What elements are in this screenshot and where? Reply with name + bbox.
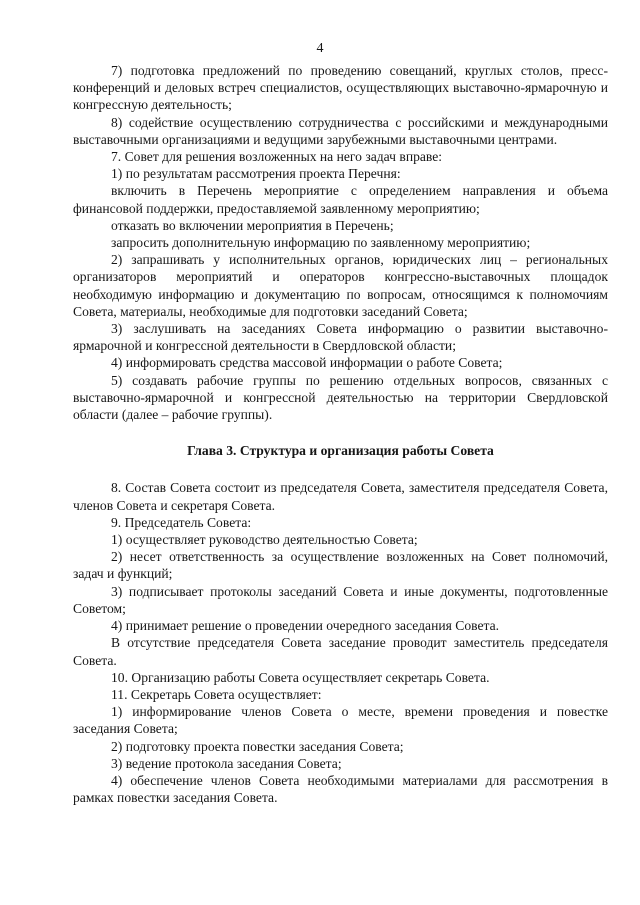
paragraph: 1) информирование членов Совета о месте, времени проведения и повестке заседания Совета; bbox=[73, 704, 608, 737]
paragraph: 3) заслушивать на заседаниях Совета информацию о развитии выставочно-ярмарочной и конгрессной деятельности в Свердловской области; bbox=[73, 321, 608, 354]
paragraph: 9. Председатель Совета: bbox=[111, 514, 252, 530]
paragraph: В отсутствие председателя Совета заседание проводит заместитель председателя Совета. bbox=[73, 635, 608, 668]
paragraph: 10. Организацию работы Совета осуществляет секретарь Совета. bbox=[111, 669, 490, 685]
paragraph: 8) содействие осуществлению сотрудничества с российскими и международными выставочными организациями и ведущими зарубежными выставочными центрами. bbox=[73, 114, 608, 147]
paragraph: 2) несет ответственность за осуществление возложенных на Совет полномочий, задач и функций; bbox=[73, 549, 608, 582]
paragraph: 3) ведение протокола заседания Совета; bbox=[111, 755, 342, 771]
paragraph: 4) принимает решение о проведении очередного заседания Совета. bbox=[111, 618, 500, 634]
chapter-heading: Глава 3. Структура и организация работы Совета bbox=[187, 443, 494, 459]
paragraph: 4) информировать средства массовой информации о работе Совета; bbox=[111, 355, 503, 371]
paragraph: 1) по результатам рассмотрения проекта Перечня: bbox=[111, 166, 401, 182]
paragraph: 8. Состав Совета состоит из председателя Совета, заместителя председателя Совета, членов Совета и секретаря Совета. bbox=[73, 480, 608, 513]
paragraph: включить в Перечень мероприятие с определением направления и объема финансовой поддержки, предоставляемой заявленному мероприятию; bbox=[73, 183, 608, 216]
paragraph: запросить дополнительную информацию по заявленному мероприятию; bbox=[111, 235, 531, 251]
paragraph: 2) подготовку проекта повестки заседания Совета; bbox=[111, 738, 404, 754]
page-number: 4 bbox=[316, 41, 324, 56]
paragraph: 7. Совет для решения возложенных на него задач вправе: bbox=[111, 149, 443, 165]
document-body bbox=[73, 62, 608, 806]
paragraph: 3) подписывает протоколы заседаний Совета и иные документы, подготовленные Советом; bbox=[73, 583, 608, 616]
paragraph: 1) осуществляет руководство деятельностью Совета; bbox=[111, 532, 418, 548]
paragraph: 5) создавать рабочие группы по решению отдельных вопросов, связанных с выставочно-ярмарочной и конгрессной деятельностью на территории Свердловской области (далее – рабочие группы). bbox=[73, 372, 608, 423]
paragraph: 4) обеспечение членов Совета необходимыми материалами для рассмотрения в рамках повестки заседания Совета. bbox=[73, 772, 608, 806]
paragraph: 2) запрашивать у исполнительных органов, юридических лиц – региональных организаторов мероприятий и операторов конгрессно-выставочных площадок необходимую информацию и документацию по вопросам, относящимся к полномочиям Совета, материалы, необходимые для подготовки заседаний Совета; bbox=[73, 252, 608, 319]
paragraph: 11. Секретарь Совета осуществляет: bbox=[111, 686, 322, 702]
paragraph: 7) подготовка предложений по проведению совещаний, круглых столов, пресс-конференций и деловых встреч специалистов, осуществляющих выставочно-ярмарочную и конгрессную деятельность; bbox=[73, 63, 608, 113]
paragraph: отказать во включении мероприятия в Перечень; bbox=[111, 217, 394, 233]
